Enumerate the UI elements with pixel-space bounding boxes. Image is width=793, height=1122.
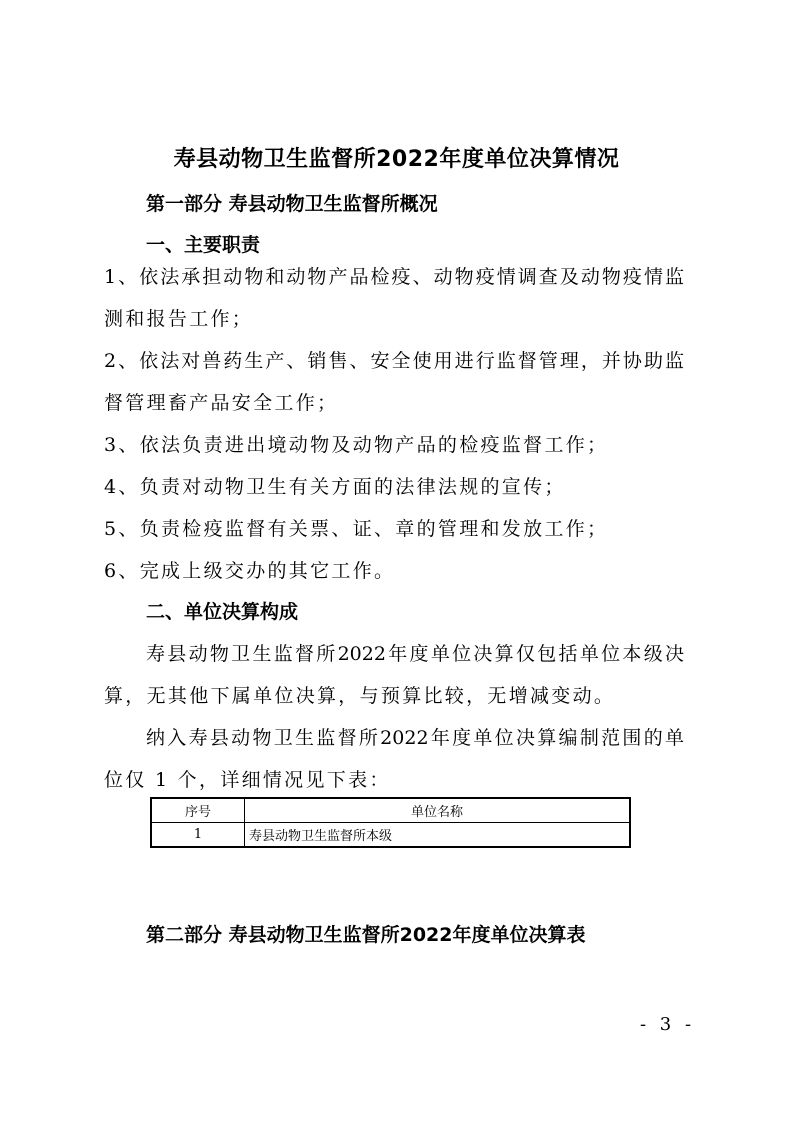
duty-line-6: 4、负责对动物卫生有关方面的法律法规的宣传；	[104, 476, 566, 498]
section2-heading: 二、单位决算构成	[146, 601, 299, 623]
table-header-row	[151, 798, 630, 823]
duty-line-4: 督管理畜产品安全工作；	[104, 392, 339, 414]
scope-para-line-2: 位仅 1 个，详细情况见下表：	[104, 769, 391, 791]
page-number: - 3 -	[640, 1014, 696, 1035]
unit-table	[150, 797, 631, 848]
duty-line-3: 2、依法对兽药生产、销售、安全使用进行监督管理，并协助监	[104, 350, 684, 372]
scope-para-line-1: 纳入寿县动物卫生监督所2022年度单位决算编制范围的单	[146, 727, 684, 749]
composition-para-line-1: 寿县动物卫生监督所2022年度单位决算仅包括单位本级决	[146, 643, 684, 665]
duty-line-5: 3、依法负责进出境动物及动物产品的检疫监督工作；	[104, 434, 609, 456]
duty-line-8: 6、完成上级交办的其它工作。	[104, 560, 396, 582]
table-cell-unit-name: 寿县动物卫生监督所本级	[245, 823, 631, 848]
duty-line-2: 测和报告工作；	[104, 308, 254, 330]
table-cell-index: 1	[151, 823, 245, 848]
section1-heading: 一、主要职责	[146, 234, 261, 256]
composition-para-line-2: 算，无其他下属单位决算，与预算比较，无增减变动。	[104, 685, 616, 707]
part1-heading: 第一部分 寿县动物卫生监督所概况	[146, 193, 438, 215]
part2-heading: 第二部分 寿县动物卫生监督所2022年度单位决算表	[146, 924, 586, 946]
duty-line-1: 1、依法承担动物和动物产品检疫、动物疫情调查及动物疫情监	[104, 266, 684, 288]
table-row	[151, 823, 630, 848]
table-header-index: 序号	[151, 798, 245, 823]
duty-line-7: 5、负责检疫监督有关票、证、章的管理和发放工作；	[104, 518, 609, 540]
table-header-unit-name: 单位名称	[245, 798, 631, 823]
document-title: 寿县动物卫生监督所2022年度单位决算情况	[173, 147, 620, 172]
